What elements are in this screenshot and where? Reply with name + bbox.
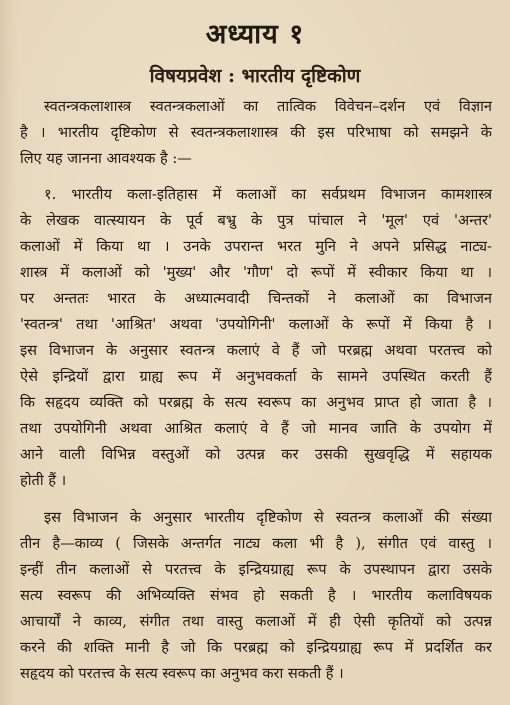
paragraph-3-line: करने की शक्ति मानी है जो कि परब्रह्म को इन्द्रियग्राह्य रूप में प्रदर्शित कर [20,639,492,656]
paragraph-2-line: कलाओं में किया था । उनके उपरान्त भरत मुनि ने अपने प्रसिद्ध नाट्य- [20,238,492,255]
paragraph-1-line: स्वतन्त्रकलाशास्त्र स्वतन्त्रकलाओं का तात्विक विवेचन–दर्शन एवं विज्ञान [44,98,492,115]
paragraph-2-line: इस विभाजन के अनुसार स्वतन्त्र कलाएं वे हैं जो परब्रह्म अथवा परतत्त्व को [20,342,492,359]
paragraph-2-line: 'स्वतन्त्र' तथा 'आश्रित' अथवा 'उपयोगिनी' कलाओं के रूपों में किया है । [20,316,492,333]
paragraph-2-line: तथा उपयोगिनी अथवा आश्रित कलाएं वे हैं जो मानव जाति के उपयोग में [20,420,492,437]
paragraph-3-line: इन्हीं तीन कलाओं से परतत्त्व के इन्द्रियग्राह्य रूप के उपस्थापन द्वारा उसके [20,561,492,578]
paragraph-2-line: आने वाली विभिन्न वस्तुओं को उत्पन्न कर उसकी सुखवृद्धि में सहायक [20,446,492,463]
section-subtitle: विषयप्रवेश : भारतीय दृष्टिकोण [149,65,361,87]
paragraph-3-line: सहृदय को परतत्त्व के सत्य स्वरूप का अनुभव करा सकती हैं । [20,665,344,682]
paragraph-3-line: इस विभाजन के अनुसार भारतीय दृष्टिकोण से स्वतन्त्र कलाओं की संख्या [44,509,492,526]
paragraph-2-line: १. भारतीय कला-इतिहास में कलाओं का सर्वप्रथम विभाजन कामशास्त्र [44,186,492,203]
paragraph-3-line: तीन है—काव्य ( जिसके अन्तर्गत नाट्य कला भी है ), संगीत एवं वास्तु । [20,535,492,552]
paragraph-2-line: होती हैं । [20,472,67,489]
chapter-heading: अध्याय १ [205,19,305,50]
paragraph-2-line: पर अन्ततः भारत के अध्यात्मवादी चिन्तकों ने कलाओं का विभाजन [20,290,492,307]
paragraph-1-line: है । भारतीय दृष्टिकोण से स्वतन्त्रकलाशास्त्र की इस परिभाषा को समझने के [20,124,492,141]
paragraph-2-line: शास्त्र में कलाओं को 'मुख्य' और 'गौण' दो रूपों में स्वीकार किया था । [20,264,492,281]
paragraph-2-line: के लेखक वात्स्यायन के पूर्व बभ्रु के पुत्र पांचाल ने 'मूल' एवं 'अन्तर' [20,212,492,229]
paragraph-2-line: कि सहृदय व्यक्ति को परब्रह्म के सत्य स्वरूप का अनुभव प्राप्त हो जाता है । [20,394,492,411]
paragraph-1-line: लिए यह जानना आवश्यक है :— [20,150,192,167]
paragraph-3-line: आचार्यों ने काव्य, संगीत तथा वास्तु कलाओं में ही ऐसी कृतियों को उत्पन्न [20,613,492,630]
paragraph-2-line: ऐसे इन्द्रियों द्वारा ग्राह्य रूप में अनुभवकर्ता के सामने उपस्थित करती हैं [20,368,492,385]
paragraph-3-line: सत्य स्वरूप की अभिव्यक्ति संभव हो सकती है । भारतीय कलाविषयक [20,587,492,604]
